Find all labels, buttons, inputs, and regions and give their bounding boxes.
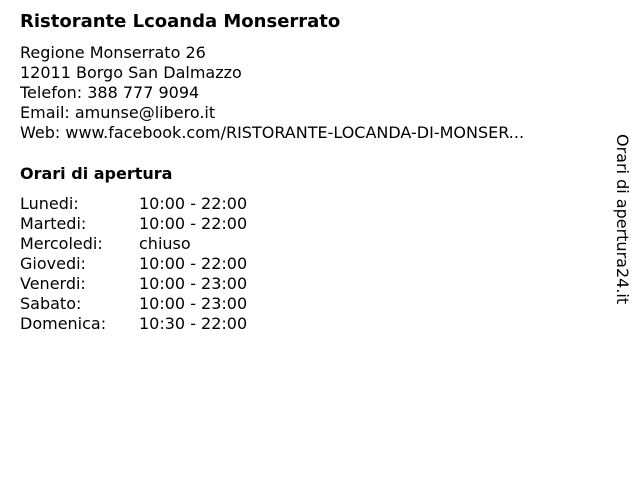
day-label: Sabato: <box>20 294 82 313</box>
day-label: Martedi: <box>20 214 87 233</box>
phone-number[interactable]: Telefon: 388 777 9094 <box>20 83 200 102</box>
hours-row-friday <box>20 274 280 294</box>
hours-row-thursday <box>20 254 280 274</box>
hours-row-monday <box>20 194 280 214</box>
day-label: Venerdi: <box>20 274 86 293</box>
website-link[interactable]: Web: www.facebook.com/RISTORANTE-LOCANDA-DI-MONSER... <box>20 123 525 142</box>
site-watermark <box>608 134 638 310</box>
day-label: Giovedi: <box>20 254 86 273</box>
contact-info <box>20 43 524 143</box>
day-label: Domenica: <box>20 314 107 333</box>
time-value: 10:00 - 22:00 <box>139 194 248 213</box>
time-value: 10:00 - 22:00 <box>139 254 248 273</box>
time-value: chiuso <box>139 234 191 253</box>
address-line-1: Regione Monserrato 26 <box>20 43 206 62</box>
day-label: Mercoledi: <box>20 234 103 253</box>
business-name: Ristorante Lcoanda Monserrato <box>20 11 341 32</box>
address-line-2: 12011 Borgo San Dalmazzo <box>20 63 242 82</box>
time-value: 10:30 - 22:00 <box>139 314 248 333</box>
email-address[interactable]: Email: amunse@libero.it <box>20 103 216 122</box>
opening-hours-table <box>20 194 280 334</box>
hours-row-tuesday <box>20 214 280 234</box>
hours-row-wednesday <box>20 234 280 254</box>
day-label: Lunedi: <box>20 194 79 213</box>
hours-row-sunday <box>20 314 280 334</box>
watermark-text: Orari di apertura24.it <box>613 134 632 305</box>
time-value: 10:00 - 23:00 <box>139 294 248 313</box>
time-value: 10:00 - 23:00 <box>139 274 248 293</box>
opening-hours-heading: Orari di apertura <box>20 164 173 183</box>
hours-row-saturday <box>20 294 280 314</box>
time-value: 10:00 - 22:00 <box>139 214 248 233</box>
